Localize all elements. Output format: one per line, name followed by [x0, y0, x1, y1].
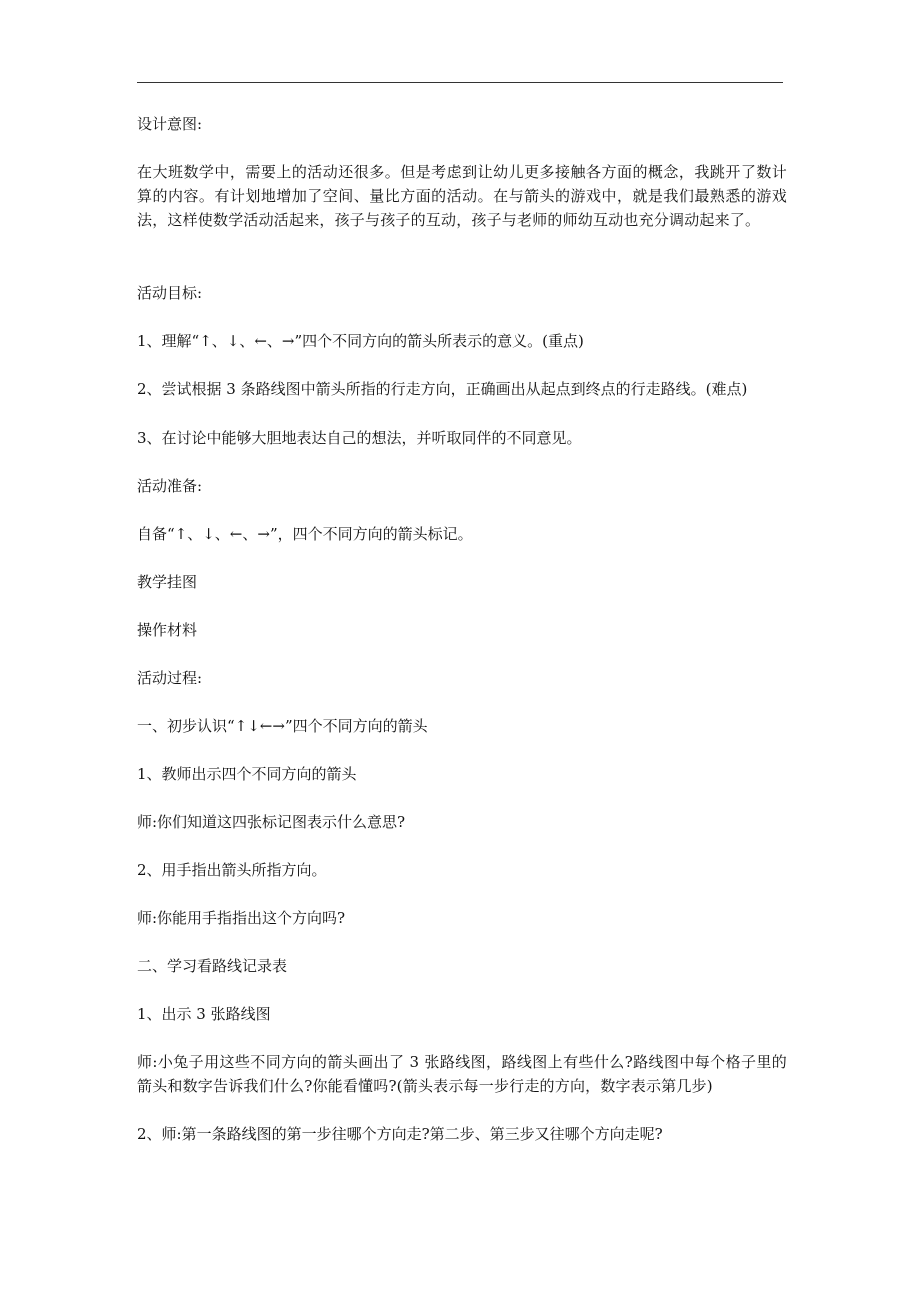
part-1-question-2: 师:你能用手指指出这个方向吗? [137, 909, 346, 927]
goal-item-2: 2、尝试根据 3 条路线图中箭头所指的行走方向，正确画出从起点到终点的行走路线。(难点) [137, 380, 748, 398]
part-2-step-2: 2、师:第一条路线图的第一步往哪个方向走?第二步、第三步又往哪个方向走呢? [137, 1125, 663, 1143]
prep-item-1: 自备“↑、↓、←、→”，四个不同方向的箭头标记。 [137, 525, 473, 543]
part-1-step-2: 2、用手指出箭头所指方向。 [137, 861, 327, 879]
part-2-question-1: 师:小兔子用这些不同方向的箭头画出了 3 张路线图，路线图上有些什么?路线图中每个格子里的箭头和数字告诉我们什么?你能看懂吗?(箭头表示每一步行走的方向，数字表示第几步) [137, 1053, 787, 1095]
part-1-question-1: 师:你们知道这四张标记图表示什么意思? [137, 813, 406, 831]
part-2-heading: 二、学习看路线记录表 [137, 957, 288, 975]
design-intent-heading: 设计意图: [137, 115, 203, 133]
design-intent-paragraph: 在大班数学中，需要上的活动还很多。但是考虑到让幼儿更多接触各方面的概念，我跳开了数计算的内容。有计划地增加了空间、量比方面的活动。在与箭头的游戏中，就是我们最熟悉的游戏法，这样使数学活动活起来，孩子与孩子的互动，孩子与老师的师幼互动也充分调动起来了。 [137, 163, 787, 229]
header-rule [137, 82, 783, 83]
part-1-heading: 一、初步认识“↑↓←→”四个不同方向的箭头 [137, 717, 428, 735]
prep-item-2: 教学挂图 [137, 573, 198, 591]
part-2-step-1: 1、出示 3 张路线图 [137, 1005, 271, 1023]
prep-item-3: 操作材料 [137, 621, 198, 639]
goal-item-3: 3、在讨论中能够大胆地表达自己的想法，并听取同伴的不同意见。 [137, 429, 582, 447]
prep-heading: 活动准备: [137, 477, 203, 495]
goals-heading: 活动目标: [137, 284, 203, 302]
goal-item-1: 1、理解“↑、↓、←、→”四个不同方向的箭头所表示的意义。(重点) [137, 332, 584, 350]
part-1-step-1: 1、教师出示四个不同方向的箭头 [137, 765, 357, 783]
process-heading: 活动过程: [137, 669, 203, 687]
